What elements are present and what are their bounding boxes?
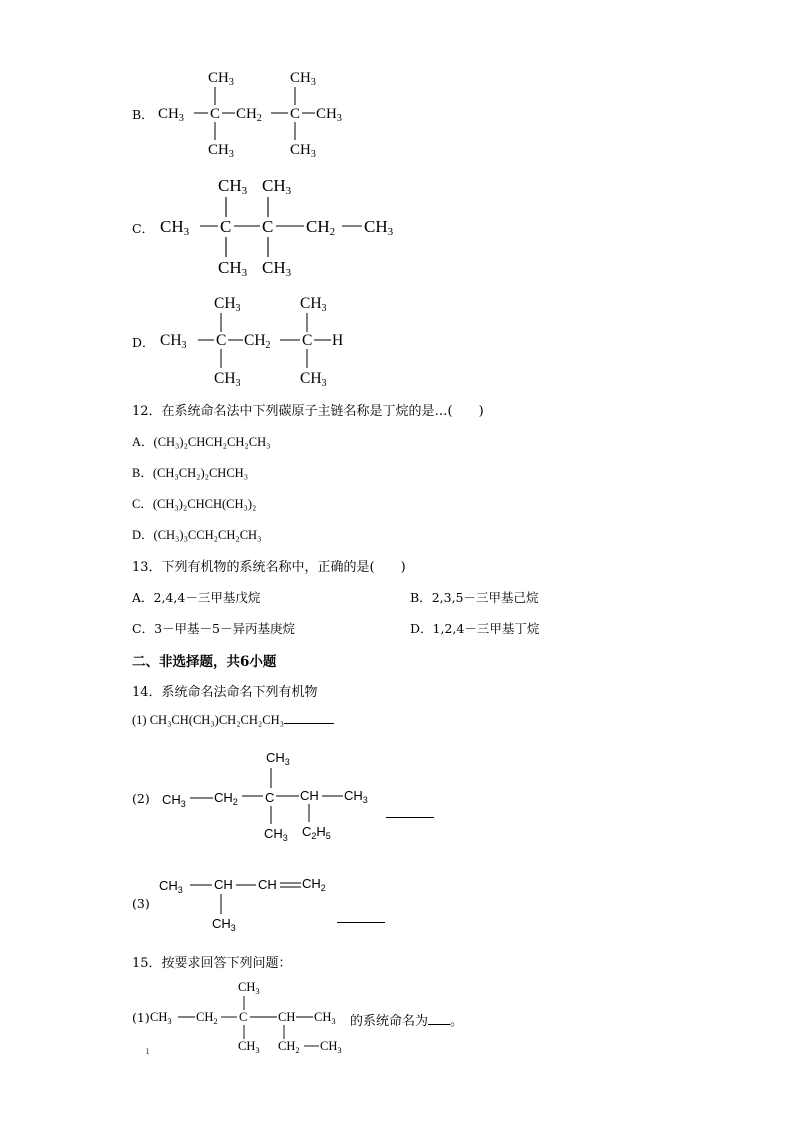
q13-option-a: A．2,4,4－三甲基戊烷	[132, 590, 261, 605]
q11-option-b-label: B．	[132, 107, 154, 122]
svg-text:C: C	[265, 790, 275, 805]
q12-option-d: D．(CH₃)₃CCH₂CH₂CH₃	[132, 528, 262, 542]
q13-stem: 13．下列有机物的系统名称中，正确的是( )	[132, 560, 406, 575]
svg-text:CH: CH	[278, 1010, 296, 1024]
q14-part2-answer-blank[interactable]	[386, 803, 434, 822]
svg-text:CH3: $CH_3$	[238, 1039, 260, 1055]
svg-text:CH2: $CH_2$	[302, 876, 326, 893]
svg-text:C: C	[239, 1010, 248, 1024]
q12-option-a: A．(CH₃)₂CHCH₂CH₂CH₃	[132, 435, 271, 449]
svg-text:C: C	[210, 106, 221, 122]
q14-part1: (1) CH₃CH(CH₃)CH₂CH₂CH₃	[132, 713, 334, 728]
q13-option-d: D．1,2,4－三甲基丁烷	[410, 621, 540, 636]
svg-text:CH2: $CH_2$	[196, 1010, 218, 1026]
answer-blank[interactable]	[284, 722, 334, 724]
q15-stem: 15．按要求回答下列问题：	[132, 956, 292, 971]
svg-text:CH3: $CH_3$	[344, 788, 368, 805]
q14-part3-structure	[156, 870, 346, 936]
q12-option-c: C．(CH₃)₂CHCH(CH₃)₂	[132, 497, 257, 511]
q12-stem: 12．在系统命名法中下列碳原子主链名称是丁烷的是…( )	[132, 404, 484, 419]
q14-part2-label: (2)	[132, 791, 150, 806]
svg-text:C: C	[302, 332, 313, 349]
q15-part1-label: (1)	[132, 1010, 150, 1025]
svg-text:CH3: $CH_3$	[208, 70, 234, 88]
svg-text:CH3: $CH_3$	[264, 826, 288, 843]
svg-text:C2H5: $C_2H_5$	[302, 824, 331, 841]
svg-text:CH3: CH3	[300, 295, 327, 314]
svg-text:C: C	[216, 332, 227, 349]
svg-text:CH3: $CH_3$	[150, 1010, 172, 1026]
svg-text:CH3: CH3	[214, 295, 241, 314]
q13-option-b: B．2,3,5－三甲基己烷	[410, 590, 539, 605]
q14-part3-answer-blank[interactable]	[337, 908, 385, 927]
svg-text:CH3: $CH_3$	[212, 916, 236, 933]
svg-text:CH: CH	[214, 877, 233, 892]
svg-text:CH: CH	[258, 877, 277, 892]
svg-text:CH2: CH2	[244, 332, 271, 351]
svg-text:CH3: CH3	[218, 258, 248, 279]
svg-text:CH3: CH3	[214, 370, 241, 389]
svg-text:CH3: CH3	[262, 258, 292, 279]
svg-text:C: C	[262, 217, 274, 236]
svg-text:CH3: $CH_3$	[320, 1039, 342, 1055]
svg-text:CH: CH	[300, 788, 319, 803]
q14-part2-structure	[158, 744, 398, 844]
svg-text:CH3: $CH_3$	[290, 70, 316, 88]
section-heading: 二、非选择题，共6小题	[132, 654, 277, 670]
svg-text:CH3: CH3	[160, 332, 187, 351]
svg-text:CH2: CH2	[306, 217, 336, 238]
q11-option-b-structure	[150, 62, 370, 162]
svg-text:CH3: $CH_3$	[314, 1010, 336, 1026]
svg-text:CH3: $CH_3$	[162, 792, 186, 809]
svg-text:CH3: $CH_3$	[208, 142, 234, 160]
page-mark: ı	[146, 1046, 150, 1057]
q14-part3-label: (3)	[132, 896, 150, 911]
svg-text:CH3: $CH_3$	[158, 106, 184, 124]
svg-text:CH3: CH3	[218, 176, 248, 197]
svg-text:CH2: $CH_2$	[236, 106, 262, 124]
q11-option-d-structure	[152, 288, 362, 390]
svg-text:CH3: $CH_3$	[159, 878, 183, 895]
answer-blank[interactable]	[428, 1023, 450, 1025]
svg-text:CH3: $CH_3$	[266, 750, 290, 767]
svg-text:CH3: CH3	[300, 370, 327, 389]
q11-option-c-structure	[152, 170, 412, 282]
svg-text:CH3: $CH_3$	[290, 142, 316, 160]
svg-text:CH3: CH3	[262, 176, 292, 197]
q12-option-b: B．(CH₃CH₂)₂CHCH₃	[132, 466, 249, 480]
q11-option-d-label: D．	[132, 335, 155, 350]
svg-text:CH3: $CH_3$	[316, 106, 342, 124]
svg-text:CH3: CH3	[364, 217, 394, 238]
svg-text:CH2: $CH_2$	[278, 1039, 300, 1055]
svg-text:CH3: $CH_3$	[238, 980, 260, 996]
svg-text:C: C	[220, 217, 232, 236]
q13-option-c: C．3－甲基－5－异丙基庚烷	[132, 621, 295, 636]
q14-stem: 14．系统命名法命名下列有机物	[132, 685, 318, 700]
q11-option-c-label: C．	[132, 221, 155, 236]
svg-text:C: C	[290, 106, 301, 122]
svg-text:H: H	[332, 332, 344, 349]
q15-part1-structure	[150, 975, 350, 1057]
svg-text:CH2: $CH_2$	[214, 790, 238, 807]
svg-text:CH3: CH3	[160, 217, 190, 238]
q15-part1-suffix: 的系统命名为 。	[350, 1014, 464, 1029]
